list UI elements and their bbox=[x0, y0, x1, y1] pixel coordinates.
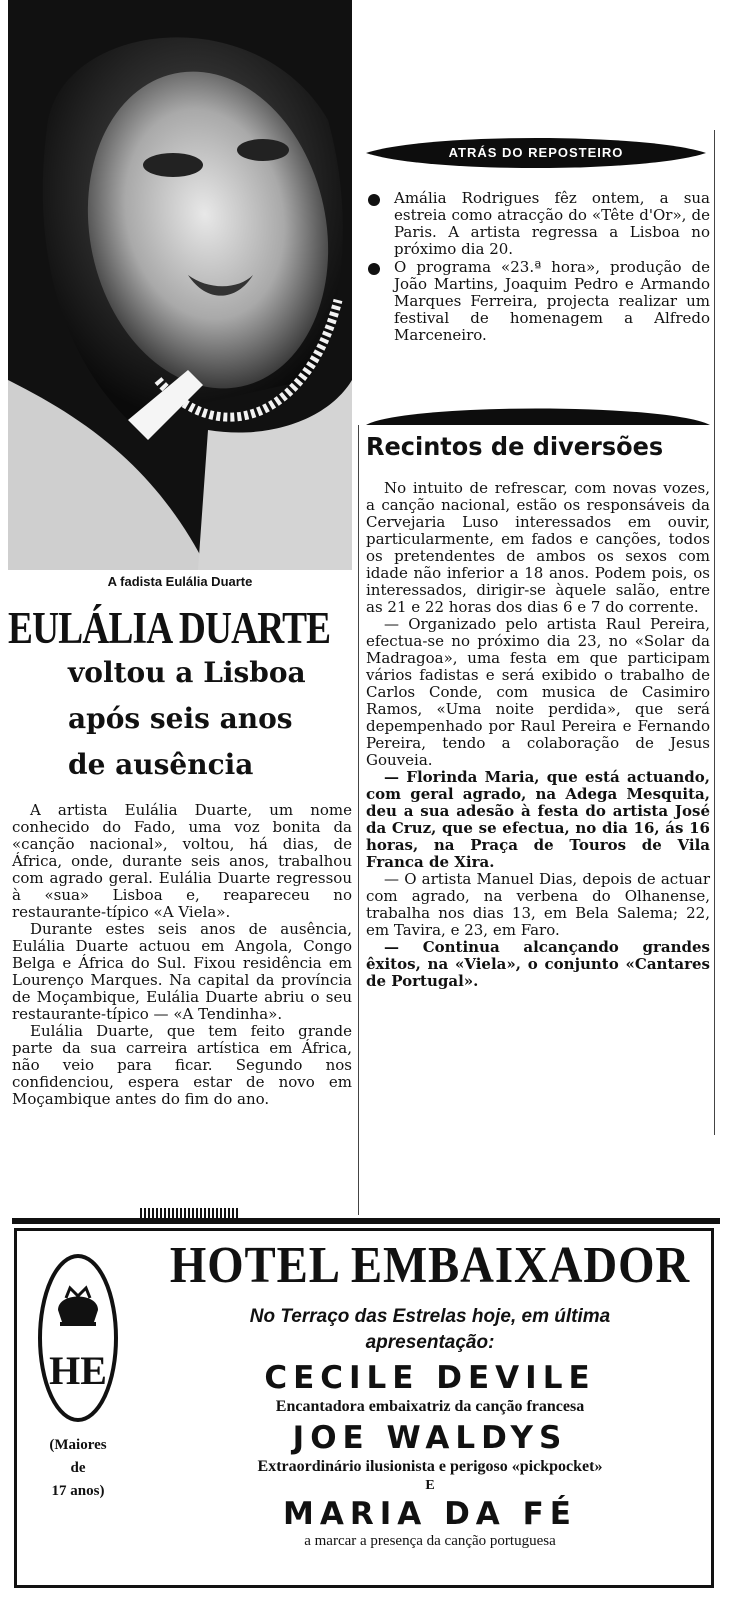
article-headline: EULÁLIA DUARTE bbox=[8, 603, 331, 653]
recintos-paragraph: — Continua alcançando grandes êxitos, na «Viela», o conjunto «Cantares de Portugal». bbox=[366, 938, 710, 990]
recintos-paragraph: — Florinda Maria, que está actuando, com geral agrado, na Adega Mesquita, deu a sua adesão à festa do artista José da Cruz, que se efectua, no dia 16, ás 16 horas, na Praça de Touros de Vila Franca de Xira. bbox=[366, 768, 710, 871]
bullet-icon bbox=[368, 194, 380, 206]
advert-top-rule bbox=[12, 1218, 720, 1224]
photo-caption: A fadista Eulália Duarte bbox=[107, 574, 253, 589]
article-subheadline-line-1: voltou a Lisboa bbox=[68, 656, 306, 689]
artist-name: CECILE DEVILE bbox=[264, 1360, 596, 1396]
article-paragraph: A artista Eulália Duarte, um nome conhecido do Fado, uma voz bonita da «canção nacional», voltou, há dias, de África, onde, durante seis anos, trabalhou com agrado geral. Eulália Duarte regressou à «sua» Lisboa e, reapareceu no restaurante-típico «A Viela». bbox=[12, 801, 352, 921]
article-end-mark bbox=[140, 1208, 240, 1218]
article-body bbox=[12, 802, 352, 1108]
bullet-icon bbox=[368, 263, 380, 275]
hotel-logo bbox=[36, 1252, 120, 1424]
age-line: 17 anos) bbox=[51, 1483, 105, 1499]
article-subheadline-line-3: de ausência bbox=[68, 748, 254, 781]
article-subheadline-line-2: após seis anos bbox=[68, 702, 293, 735]
artist-description: Encantadora embaixatriz da canção francesa bbox=[275, 1398, 585, 1415]
recintos-title: Recintos de diversões bbox=[366, 432, 664, 461]
column-border bbox=[714, 130, 715, 1135]
artist-name: MARIA DA FÉ bbox=[283, 1496, 577, 1532]
age-line: (Maiores bbox=[49, 1437, 107, 1453]
advert-tagline: No Terraço das Estrelas hoje, em última bbox=[249, 1306, 611, 1327]
reposteiro-item-text: O programa «23.ª hora», produção de João Martins, Joaquim Pedro e Armando Marques Ferreira, projecta realizar um festival de homenagem a Alfredo Marceneiro. bbox=[394, 258, 710, 344]
reposteiro-bottom-ornament bbox=[366, 403, 710, 425]
advert-tagline: apresentação: bbox=[365, 1332, 495, 1353]
recintos-paragraph: — Organizado pelo artista Raul Pereira, efectua-se no próximo dia 23, no «Solar da Madragoa», uma festa em que participam vários fadistas e será exibido o trabalho de Carlos Conde, com musica de Casimiro Ramos, «Uma noite perdida», que será depempenhado por Raul Pereira e Fernando Pereira, tendo a colaboração de Jesus Gouveia. bbox=[366, 615, 710, 769]
hotel-logo-monogram: HE bbox=[49, 1348, 107, 1393]
age-line: de bbox=[70, 1460, 86, 1476]
hotel-name: HOTEL EMBAIXADOR bbox=[169, 1237, 691, 1294]
artist-description: Extraordinário ilusionista e perigoso «pickpocket» bbox=[257, 1458, 603, 1475]
reposteiro-list bbox=[366, 190, 710, 345]
list-item bbox=[366, 190, 710, 258]
recintos-paragraph: No intuito de refrescar, com novas vozes, a canção nacional, estão os responsáveis da Cervejaria Luso interessados em ouvir, particularmente, em fados e canções, todos os pretendentes de ambos os sexos com idade não inferior a 18 anos. Podem pois, os interessados, dirigir-se àquele salão, entre as 21 e 22 horas dos dias 6 e 7 do corrente. bbox=[366, 479, 710, 616]
list-item bbox=[366, 259, 710, 344]
age-restriction bbox=[26, 1434, 130, 1503]
recintos-paragraph: — O artista Manuel Dias, depois de actuar com agrado, na verbena do Olhanense, trabalha nos dias 13, em Bela Salema; 22, em Tavira, e 23, em Faro. bbox=[366, 870, 710, 939]
article-paragraph: Durante estes seis anos de ausência, Eulália Duarte actuou em Angola, Congo Belga e África do Sul. Fixou residência em Lourenço Marques. Na capital da província de Moçambique, Eulália Duarte abriu o seu restaurante-típico — «A Tendinha». bbox=[12, 920, 352, 1023]
reposteiro-item-text: Amália Rodrigues fêz ontem, a sua estreia como atracção do «Tête d'Or», de Paris. A artista regressa a Lisboa no próximo dia 20. bbox=[394, 189, 710, 258]
reposteiro-title: ATRÁS DO REPOSTEIRO bbox=[448, 145, 624, 160]
recintos-body bbox=[366, 480, 710, 990]
advert-conjunction: E bbox=[425, 1478, 435, 1493]
artist-description: a marcar a presença da canção portuguesa bbox=[304, 1533, 556, 1549]
fadista-photo bbox=[8, 0, 352, 570]
artist-name: JOE WALDYS bbox=[292, 1420, 568, 1456]
article-paragraph: Eulália Duarte, que tem feito grande parte da sua carreira artística em África, não veio para ficar. Segundo nos confidenciou, espera estar de novo em Moçambique antes do fim do ano. bbox=[12, 1022, 352, 1108]
column-divider bbox=[358, 425, 359, 1215]
